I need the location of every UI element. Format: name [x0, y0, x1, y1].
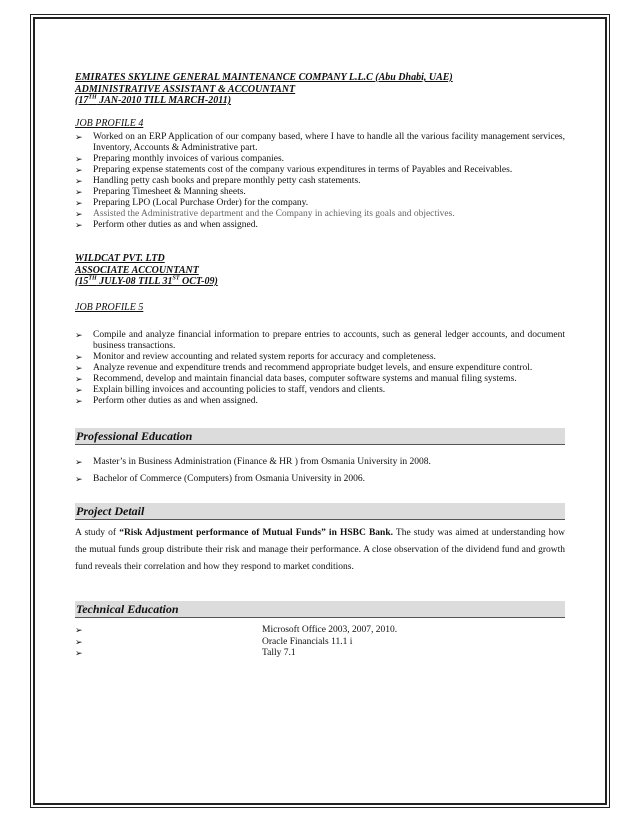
arrow-bullet-icon: ➢ — [75, 396, 83, 406]
project-description: A study of “Risk Adjustment performance of Mutual Funds” in HSBC Bank. The study was aimed at understanding how the mutual funds group distribute their risk and manage their performance. A close observation of the dividend fund and growth fund reveals their correlation and how they respond to market conditions. — [75, 528, 565, 572]
list-item: ➢ Preparing expense statements cost of the company various expenditures in terms of Payables and Receivables. — [75, 165, 513, 175]
list-item: ➢ Microsoft Office 2003, 2007, 2010. — [75, 625, 398, 635]
arrow-bullet-icon: ➢ — [75, 625, 83, 635]
arrow-bullet-icon: ➢ — [75, 154, 83, 164]
list-item: ➢ Oracle Financials 11.1 i — [75, 636, 353, 647]
arrow-bullet-icon: ➢ — [75, 165, 83, 175]
list-item: ➢ Handling petty cash books and prepare monthly petty cash statements. — [75, 176, 361, 186]
arrow-bullet-icon: ➢ — [75, 330, 83, 340]
list-item: ➢ Preparing monthly invoices of various companies. — [75, 154, 285, 164]
list-item: ➢ Explain billing invoices and accounting policies to staff, vendors and clients. — [75, 385, 386, 395]
arrow-bullet-icon: ➢ — [75, 374, 83, 384]
list-item: ➢ Preparing LPO (Local Purchase Order) for the company. — [75, 198, 309, 208]
arrow-bullet-icon: ➢ — [75, 474, 83, 484]
arrow-bullet-icon: ➢ — [75, 636, 83, 647]
arrow-bullet-icon: ➢ — [75, 352, 83, 362]
job-2-duties — [75, 330, 565, 407]
section-heading-project-detail: Project Detail — [75, 503, 565, 520]
arrow-bullet-icon: ➢ — [75, 220, 83, 230]
list-item: ➢ Master’s in Business Administration (Finance & HR ) from Osmania University in 2008. — [75, 454, 565, 471]
list-item: ➢ Tally 7.1 — [75, 648, 296, 658]
list-item: ➢ Preparing Timesheet & Manning sheets. — [75, 187, 246, 197]
arrow-bullet-icon: ➢ — [75, 209, 83, 219]
list-item: ➢ Worked on an ERP Application of our company based, where I have to handle all the various facility management services, Inventory, Accounts & Administrative part. — [75, 132, 565, 153]
list-item: ➢ Perform other duties as and when assigned. — [75, 220, 258, 230]
job-1-company: EMIRATES SKYLINE GENERAL MAINTENANCE COMPANY L.L.C (Abu Dhabi, UAE) — [75, 72, 453, 83]
arrow-bullet-icon: ➢ — [75, 457, 83, 467]
job-2-profile-label: JOB PROFILE 5 — [75, 301, 144, 313]
job-1 — [75, 72, 565, 231]
job-2-company: WILDCAT PVT. LTD — [75, 253, 165, 264]
list-item: ➢ Recommend, develop and maintain financial data bases, computer software systems and manual filing systems. — [75, 374, 517, 384]
list-item: ➢ Assisted the Administrative department and the Company in achieving its goals and objectives. — [75, 209, 455, 219]
list-item: ➢ Bachelor of Commerce (Computers) from Osmania University in 2006. — [75, 471, 565, 488]
list-item: ➢ Monitor and review accounting and related system reports for accuracy and completeness. — [75, 352, 436, 362]
job-2-title: ASSOCIATE ACCOUNTANT — [75, 264, 199, 276]
arrow-bullet-icon: ➢ — [75, 198, 83, 208]
job-1-title: ADMINISTRATIVE ASSISTANT & ACCOUNTANT — [75, 83, 296, 95]
job-1-dates: (17TH JAN-2010 TILL MARCH-2011) — [75, 94, 232, 106]
education-list — [75, 454, 565, 488]
job-2-dates: (15TH JULY-08 TILL 31ST OCT-09) — [75, 275, 218, 287]
list-item: ➢ Compile and analyze financial information to prepare entries to accounts, such as general ledger accounts, and document business transactions. — [75, 330, 565, 351]
arrow-bullet-icon: ➢ — [75, 176, 83, 186]
job-2 — [75, 253, 565, 407]
section-heading-professional-education: Professional Education — [75, 428, 565, 445]
arrow-bullet-icon: ➢ — [75, 187, 83, 197]
resume-content — [75, 72, 565, 660]
arrow-bullet-icon: ➢ — [75, 648, 83, 658]
list-item: ➢ Perform other duties as and when assigned. — [75, 396, 258, 406]
arrow-bullet-icon: ➢ — [75, 363, 83, 373]
arrow-bullet-icon: ➢ — [75, 132, 83, 142]
job-1-profile-label: JOB PROFILE 4 — [75, 117, 144, 129]
arrow-bullet-icon: ➢ — [75, 385, 83, 395]
technical-list — [75, 625, 565, 660]
job-1-duties — [75, 132, 565, 231]
section-heading-technical-education: Technical Education — [75, 601, 565, 618]
list-item: ➢ Analyze revenue and expenditure trends and recommend appropriate budget levels, and ensure expenditure control. — [75, 363, 533, 373]
